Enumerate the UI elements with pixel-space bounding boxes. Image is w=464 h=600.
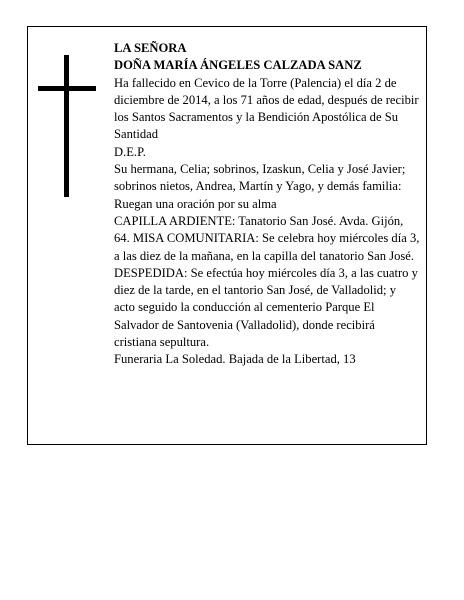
death-announcement: Ha fallecido en Cevico de la Torre (Palencia) el día 2 de diciembre de 2014, a los 71 años de edad, después de recibir los Santos Sacramentos y la Bendición Apostólica de Su Santidad xyxy=(114,75,419,142)
funeral-home: Funeraria La Soledad. Bajada de la Libertad, 13 xyxy=(114,352,356,367)
cross-vertical-bar xyxy=(64,55,69,197)
prayer-request: Ruegan una oración por su alma xyxy=(114,196,277,211)
notice-heading: LA SEÑORA xyxy=(114,41,187,55)
cross-icon xyxy=(38,55,96,197)
deceased-name: DOÑA MARÍA ÁNGELES CALZADA SANZ xyxy=(114,58,362,73)
cross-horizontal-bar xyxy=(38,86,96,91)
farewell-info: DESPEDIDA: Se efectúa hoy miércoles día 3, a las cuatro y diez de la tarde, en el tantorio San José, de Valladolid; y acto seguido la conducción al cementerio Parque El Salvador de Santovenia (Valladolid), donde recibirá cristiana sepultura. xyxy=(114,265,418,350)
family-list: Su hermana, Celia; sobrinos, Izaskun, Celia y José Javier; sobrinos nietos, Andrea, Martín y Yago, y demás familia: xyxy=(114,162,406,194)
chapel-and-mass-info: CAPILLA ARDIENTE: Tanatorio San José. Avda. Gijón, 64. MISA COMUNITARIA: Se celebra hoy miércoles día 3, a las diez de la mañana, en la capilla del tanatorio San José. xyxy=(114,213,420,263)
obituary-text xyxy=(114,40,420,369)
rip-line: D.E.P. xyxy=(114,144,146,159)
